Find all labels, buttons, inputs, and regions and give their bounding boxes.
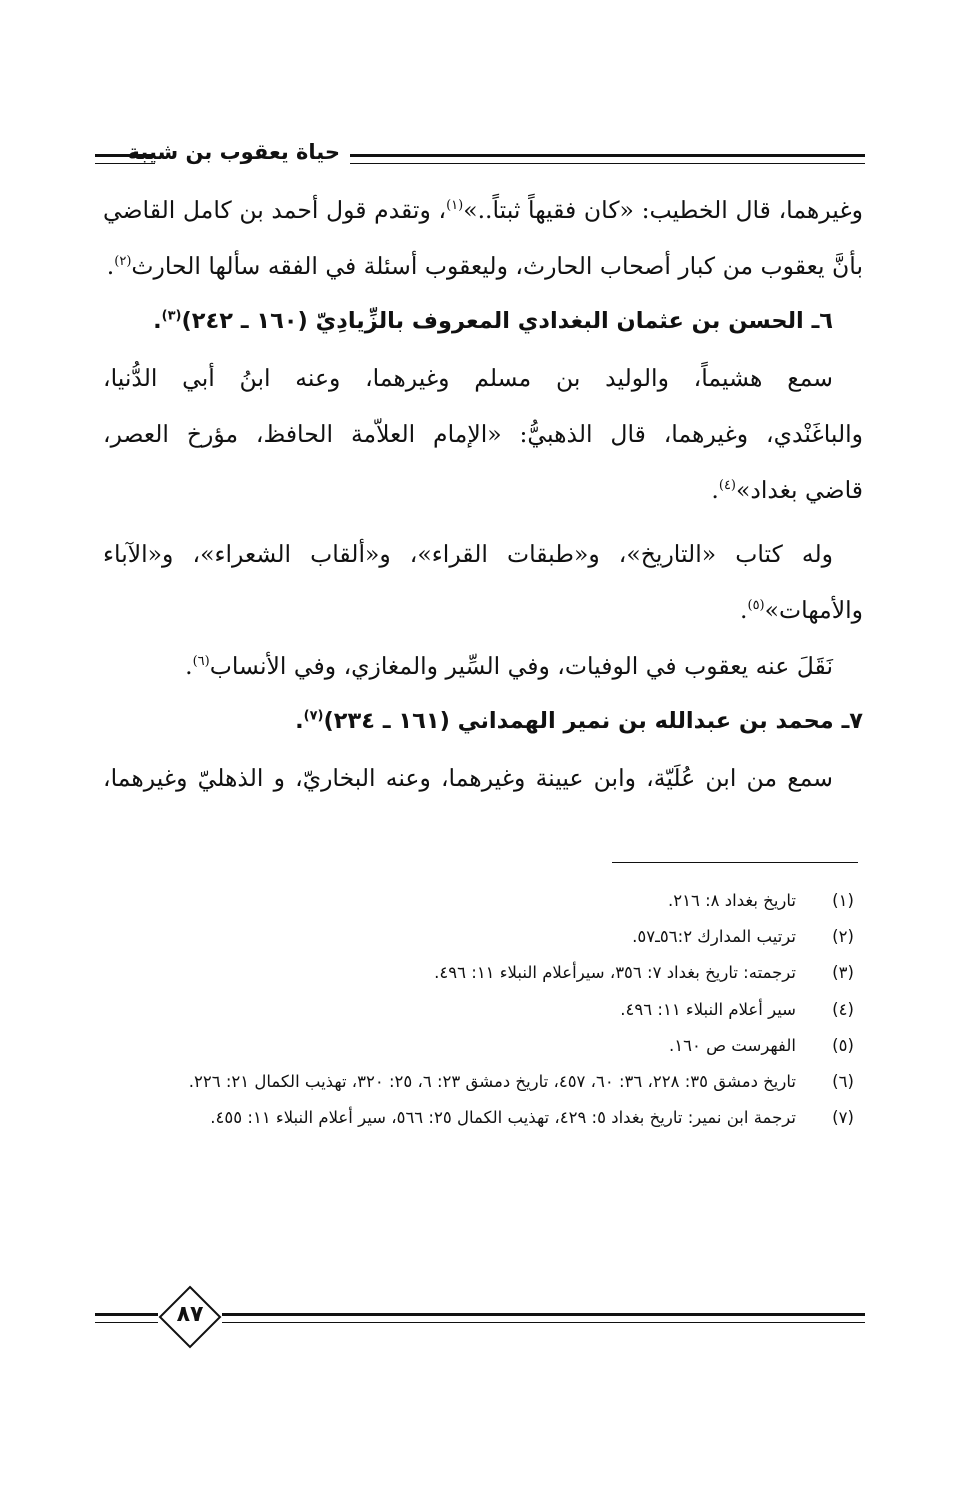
section-heading-6: [103, 308, 863, 364]
footnote-text: سير أعلام النبلاء ١١: ٤٩٦.: [620, 999, 796, 1019]
footnote-text: ترجمة ابن نمير: تاريخ بغداد ٥: ٤٢٩، تهذيب الكمال ٢٥: ٥٦٦، سير أعلام النبلاء ١١: ٤٥٥.: [210, 1108, 796, 1128]
body-line: [103, 196, 863, 252]
footnote-number: (٥): [832, 1035, 854, 1055]
body-period: .: [740, 596, 748, 624]
footnote-number: (٧): [832, 1108, 854, 1128]
header-rule-left: [95, 154, 155, 164]
footnote-item: [98, 957, 858, 989]
footnote-ref: (١): [446, 198, 464, 214]
footnote-number: (٤): [832, 999, 854, 1019]
body-line: [103, 652, 863, 708]
footnote-text: ترجمته: تاريخ بغداد ٧: ٣٥٦، سيرأعلام النبلاء ١١: ٤٩٦.: [434, 963, 796, 983]
footnote-item: [98, 1066, 858, 1098]
running-header-title: حياة يعقوب بن شيبة: [127, 140, 340, 164]
body-line: سمع من ابن عُلَيّة، وابن عيينة وغيرهما، وعنه البخاريّ، و الذهليّ وغيرهما،: [103, 764, 833, 792]
body-text: [103, 196, 863, 820]
footnote-text: تاريخ بغداد ٨: ٢١٦.: [668, 891, 796, 910]
header-rule-right: [350, 154, 865, 164]
heading-text: ٧ـ محمد بن عبدالله بن نمير الهمداني (١٦١ ـ ٢٣٤): [323, 708, 863, 734]
body-text-segment: ، وتقدم قول أحمد بن كامل القاضي: [103, 196, 447, 224]
footnote-number: (٢): [832, 927, 854, 947]
running-header: [95, 140, 865, 170]
footnote-number: (٣): [832, 963, 854, 983]
body-period: .: [711, 476, 719, 504]
body-line: وله كتاب «التاريخ»، و«طبقات القراء»، و«ألقاب الشعراء»، و«الآباء: [103, 540, 833, 568]
footnote-ref: (٣): [161, 308, 182, 324]
footnote-number: (٦): [832, 1071, 854, 1091]
footnote-item: [98, 885, 858, 917]
page-number-ornament: [158, 1285, 222, 1349]
body-text-segment: نَقَلَ عنه يعقوب في الوفيات، وفي السِّير والمغازي، وفي الأنساب: [209, 652, 833, 680]
body-period: .: [185, 652, 193, 680]
footnote-text: ترتيب المدارك ٥٦:٢ـ٥٧.: [632, 927, 796, 947]
body-text-segment: بأنَّ يعقوب من كبار أصحاب الحارث، وليعقوب أسئلة في الفقه سألها الحارث: [131, 252, 863, 280]
footnote-text: تاريخ دمشق ٣٥: ٢٢٨، ٣٦: ٦٠، ٤٥٧، تاريخ دمشق ٢٣: ٦، ٢٥: ٣٢٠، تهذيب الكمال ٢١: ٢٢٦.: [188, 1071, 796, 1091]
footnote-number: (١): [832, 891, 854, 910]
footnote-ref: (٤): [718, 478, 736, 494]
footnote-ref: (٥): [747, 598, 765, 614]
body-text-segment: وغيرهما، قال الخطيب: «كان فقيهاً ثبتاً..»: [463, 196, 863, 224]
page-number: ٨٧: [176, 1302, 204, 1327]
footnote-ref: (٢): [114, 254, 132, 270]
footnotes: [98, 885, 858, 1138]
footnote-ref: (٦): [192, 654, 210, 670]
footnote-item: [98, 994, 858, 1026]
body-line: والباغَنْدي، وغيرهما، قال الذهبيُّ: «الإمام العلاّمة الحافظ، مؤرخ العصر،: [103, 420, 863, 448]
footnote-separator: [612, 862, 858, 863]
footnote-item: [98, 1102, 858, 1134]
footnote-item: [98, 1030, 858, 1062]
body-line: [103, 252, 863, 308]
footnote-text: الفهرست ص ١٦٠.: [669, 1035, 796, 1055]
body-text-segment: قاضي بغداد»: [736, 476, 863, 504]
body-line: [103, 596, 863, 652]
body-line: [103, 476, 863, 532]
heading-text: ٦ـ الحسن بن عثمان البغدادي المعروف بالزِّيادِيّ (١٦٠ ـ ٢٤٢): [181, 308, 833, 334]
body-line: سمع هشيماً، والوليد بن مسلم وغيرهما، وعنه ابنُ أبي الدُّنيا،: [103, 364, 833, 392]
body-text-segment: والأمهات»: [764, 596, 863, 624]
section-heading-7: [103, 708, 863, 764]
body-text-segment: .: [106, 252, 115, 280]
heading-period: .: [295, 708, 304, 734]
heading-period: .: [153, 308, 162, 334]
footnote-item: [98, 921, 858, 953]
footnote-ref: (٧): [303, 708, 324, 724]
